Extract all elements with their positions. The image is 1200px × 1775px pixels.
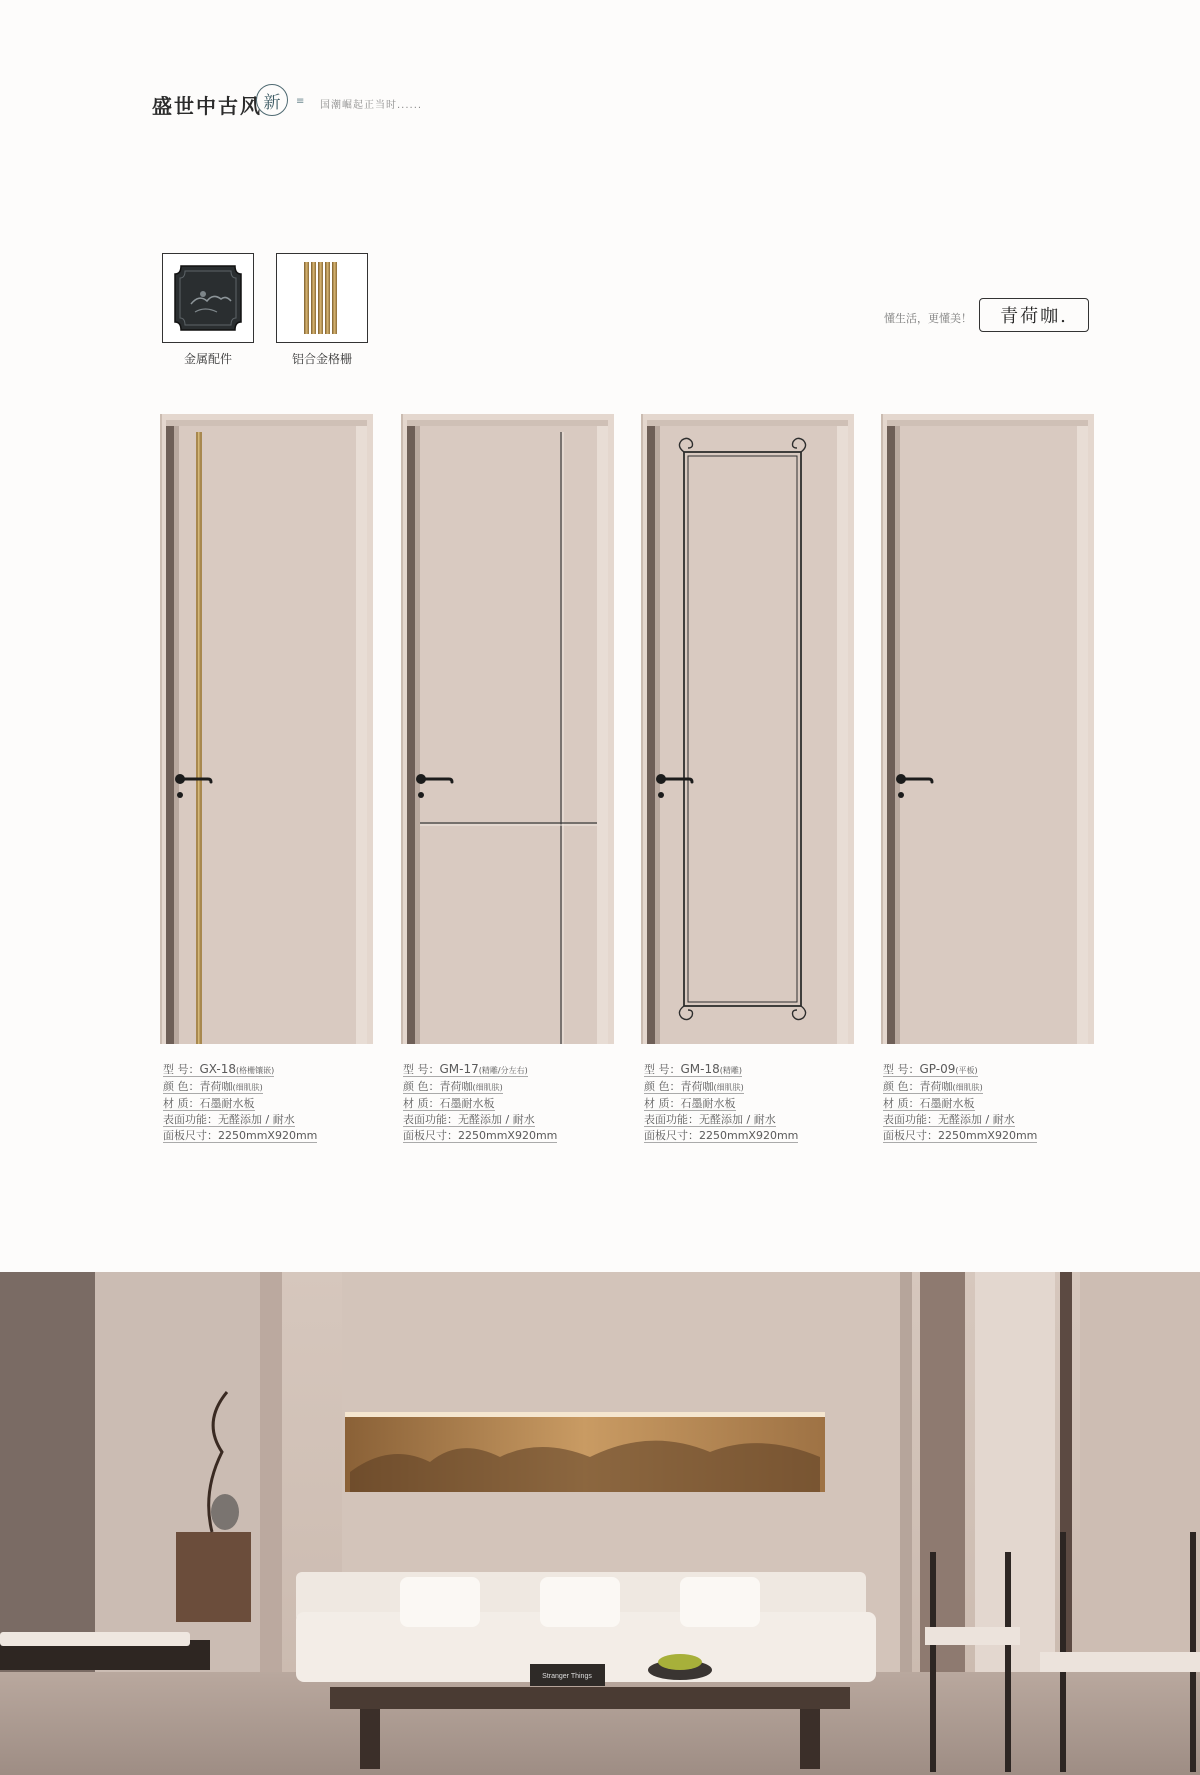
spec-label: 型 号： — [403, 1063, 440, 1076]
spec-label: 面板尺寸： — [163, 1129, 218, 1142]
brand-subtitle: 国潮崛起正当时...... — [320, 100, 423, 111]
spec-label: 型 号： — [163, 1063, 200, 1076]
spec-color: 青荷咖 — [919, 1080, 953, 1093]
spec-label: 颜 色： — [403, 1080, 440, 1093]
spec-label: 颜 色： — [883, 1080, 920, 1093]
spec-label: 表面功能： — [403, 1113, 458, 1126]
spec-label: 表面功能： — [163, 1113, 218, 1126]
spec-function: 无醛添加 / 耐水 — [218, 1113, 295, 1126]
spec-size: 2250mmX920mm — [458, 1129, 558, 1142]
spec-label: 面板尺寸： — [883, 1129, 938, 1142]
spec-block-gp09 — [883, 1061, 1083, 1144]
tagline: 懂生活，更懂美！ — [884, 312, 972, 325]
spec-function: 无醛添加 / 耐水 — [938, 1113, 1015, 1126]
spec-color: 青荷咖 — [199, 1080, 233, 1093]
spec-note: (平板) — [955, 1066, 978, 1075]
door-gm18 — [641, 410, 856, 1046]
spec-label: 面板尺寸： — [403, 1129, 458, 1142]
spec-material: 石墨耐水板 — [919, 1097, 975, 1110]
book-title: Stranger Things — [542, 1673, 592, 1680]
spec-model: GM-17 — [439, 1062, 479, 1076]
spec-label: 表面功能： — [644, 1113, 699, 1126]
color-name-badge — [979, 298, 1089, 332]
spec-label: 材 质： — [403, 1097, 440, 1110]
spec-function: 无醛添加 / 耐水 — [699, 1113, 776, 1126]
spec-note: (细肌肤) — [472, 1083, 503, 1092]
brand-title: 盛世中古风 — [152, 94, 262, 118]
seal-char: 新 — [263, 92, 281, 113]
spec-label: 材 质： — [644, 1097, 681, 1110]
door-gp09 — [881, 410, 1096, 1046]
spec-model: GP-09 — [919, 1062, 956, 1076]
metal-fitting-label: 金属配件 — [183, 352, 232, 366]
color-name: 青荷咖. — [1000, 306, 1068, 327]
spec-size: 2250mmX920mm — [699, 1129, 799, 1142]
door-gx18 — [160, 410, 375, 1046]
spec-color: 青荷咖 — [680, 1080, 714, 1093]
spec-label: 材 质： — [883, 1097, 920, 1110]
spec-note: (细肌肤) — [952, 1083, 983, 1092]
spec-note: (格栅镶嵌) — [236, 1066, 275, 1075]
spec-block-gm18 — [644, 1061, 844, 1144]
spec-note: (细肌肤) — [232, 1083, 263, 1092]
spec-material: 石墨耐水板 — [199, 1097, 255, 1110]
spec-label: 型 号： — [883, 1063, 920, 1076]
aluminum-grille-icon — [302, 260, 342, 336]
spec-note: (精雕/分左右) — [478, 1066, 528, 1075]
spec-label: 面板尺寸： — [644, 1129, 699, 1142]
spec-label: 颜 色： — [163, 1080, 200, 1093]
spec-model: GM-18 — [680, 1062, 720, 1076]
spec-size: 2250mmX920mm — [938, 1129, 1038, 1142]
spec-label: 颜 色： — [644, 1080, 681, 1093]
living-room-scene — [0, 1272, 1200, 1775]
spec-label: 表面功能： — [883, 1113, 938, 1126]
metal-fitting-icon — [169, 260, 247, 336]
spec-model: GX-18 — [199, 1062, 237, 1076]
spec-block-gx18 — [163, 1061, 363, 1144]
spec-label: 材 质： — [163, 1097, 200, 1110]
spec-note: (精雕) — [719, 1066, 743, 1075]
spec-color: 青荷咖 — [439, 1080, 473, 1093]
seal-stamp-icon — [256, 84, 288, 116]
aluminum-grille-label: 铝合金格栅 — [291, 352, 352, 366]
spec-block-gm17 — [403, 1061, 603, 1144]
door-gm17 — [401, 410, 616, 1046]
menu-lines-icon: ≡ — [296, 96, 305, 107]
spec-note: (细肌肤) — [713, 1083, 744, 1092]
spec-size: 2250mmX920mm — [218, 1129, 318, 1142]
aluminum-grille-card — [276, 253, 368, 343]
spec-label: 型 号： — [644, 1063, 681, 1076]
spec-material: 石墨耐水板 — [439, 1097, 495, 1110]
spec-function: 无醛添加 / 耐水 — [458, 1113, 535, 1126]
metal-fitting-card — [162, 253, 254, 343]
spec-material: 石墨耐水板 — [680, 1097, 736, 1110]
